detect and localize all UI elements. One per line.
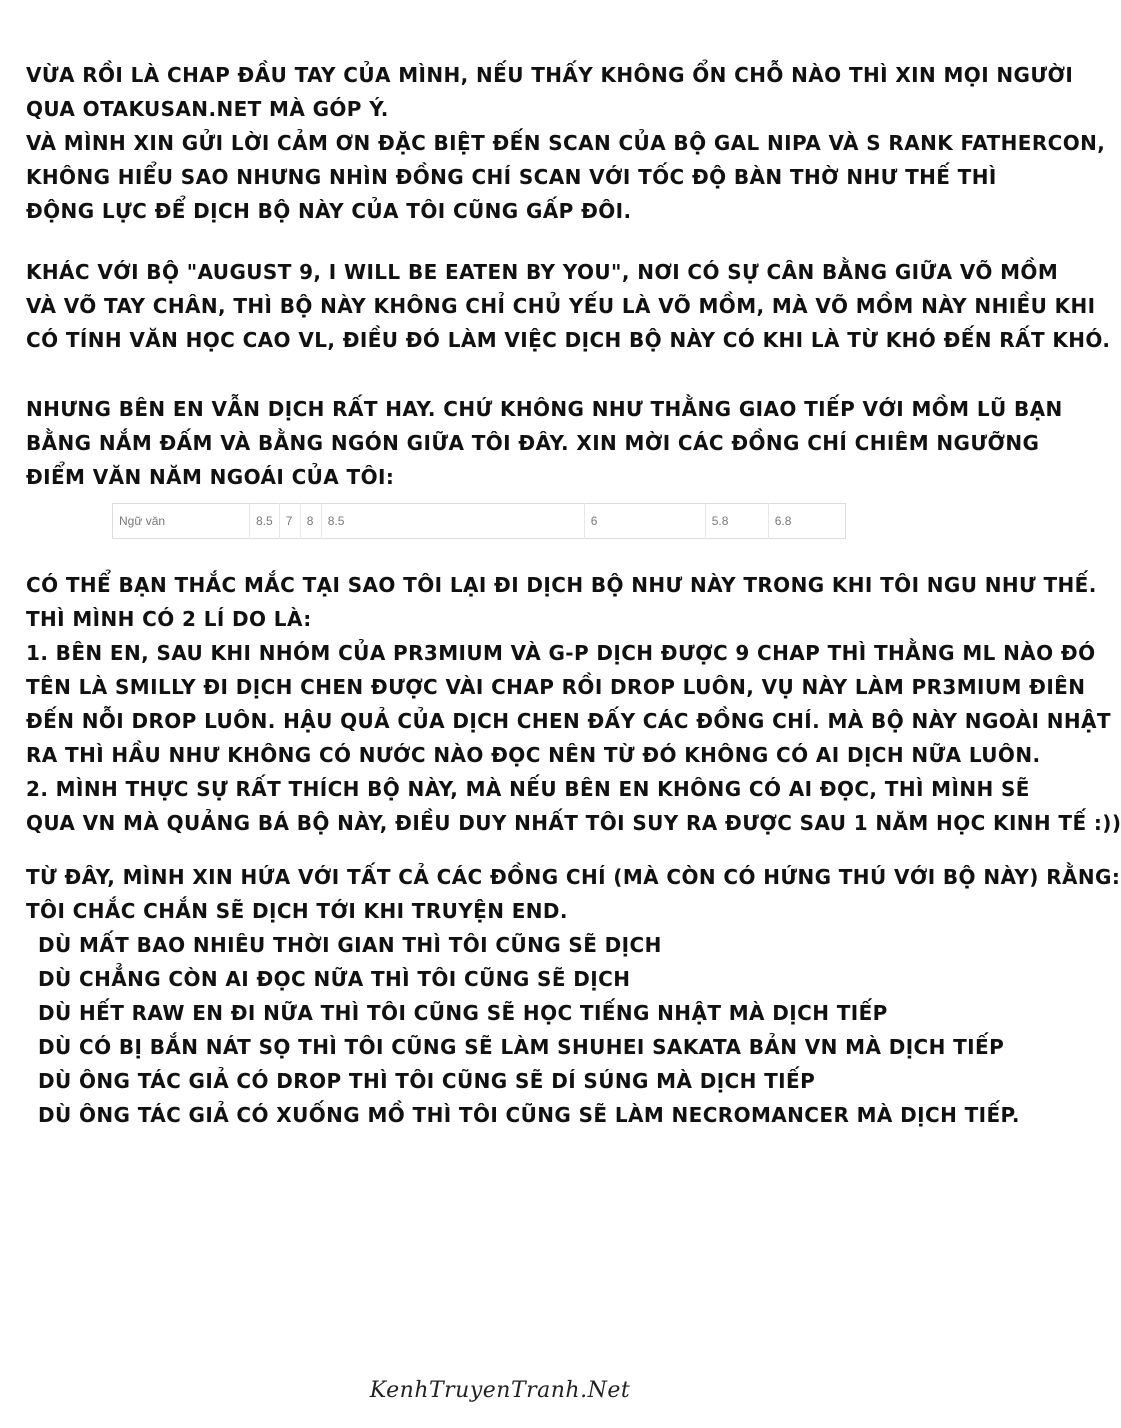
list-item: DÙ CÓ BỊ BẮN NÁT SỌ THÌ TÔI CŨNG SẼ LÀM SHUHEI SAKATA BẢN VN MÀ DỊCH TIẾP xyxy=(38,1035,1005,1059)
text-line: TÔI CHẮC CHẮN SẼ DỊCH TỚI KHI TRUYỆN END. xyxy=(26,899,568,923)
text-line: QUA VN MÀ QUẢNG BÁ BỘ NÀY, ĐIỀU DUY NHẤT TÔI SUY RA ĐƯỢC SAU 1 NĂM HỌC KINH TẾ :)) xyxy=(26,811,1121,835)
list-item: DÙ ÔNG TÁC GIẢ CÓ DROP THÌ TÔI CŨNG SẼ DÍ SÚNG MÀ DỊCH TIẾP xyxy=(38,1069,816,1093)
text-line: VỪA RỒI LÀ CHAP ĐẦU TAY CỦA MÌNH, NẾU THẤY KHÔNG ỔN CHỖ NÀO THÌ XIN MỌI NGƯỜI xyxy=(26,63,1074,87)
list-item: DÙ ÔNG TÁC GIẢ CÓ XUỐNG MỒ THÌ TÔI CŨNG SẼ LÀM NECROMANCER MÀ DỊCH TIẾP. xyxy=(38,1103,1020,1127)
text-line: KHÔNG HIỂU SAO NHƯNG NHÌN ĐỒNG CHÍ SCAN VỚI TỐC ĐỘ BÀN THỜ NHƯ THẾ THÌ xyxy=(26,165,997,189)
paragraph-scores-intro xyxy=(26,392,1063,494)
text-line: NHƯNG BÊN EN VẪN DỊCH RẤT HAY. CHỨ KHÔNG NHƯ THẰNG GIAO TIẾP VỚI MỒM LŨ BẠN xyxy=(26,397,1063,421)
text-line: 1. BÊN EN, SAU KHI NHÓM CỦA PR3MIUM VÀ G-P DỊCH ĐƯỢC 9 CHAP THÌ THẰNG ML NÀO ĐÓ xyxy=(26,641,1096,665)
list-item: DÙ CHẲNG CÒN AI ĐỌC NỮA THÌ TÔI CŨNG SẼ DỊCH xyxy=(38,967,631,991)
paragraph-intro xyxy=(26,58,1106,228)
table-cell: 6.8 xyxy=(774,514,792,528)
table-cell: 7 xyxy=(279,504,300,539)
table-cell: 6 xyxy=(584,504,705,539)
watermark: KenhTruyenTranh.Net xyxy=(369,1378,631,1403)
list-item: DÙ MẤT BAO NHIÊU THỜI GIAN THÌ TÔI CŨNG SẼ DỊCH xyxy=(38,933,662,957)
text-line: KHÁC VỚI BỘ "AUGUST 9, I WILL BE EATEN BY YOU", NƠI CÓ SỰ CÂN BẰNG GIỮA VÕ MỒM xyxy=(26,260,1059,284)
paragraph-reasons xyxy=(26,568,1121,840)
table-row xyxy=(113,504,846,539)
text-line: TỪ ĐÂY, MÌNH XIN HỨA VỚI TẤT CẢ CÁC ĐỒNG CHÍ (MÀ CÒN CÓ HỨNG THÚ VỚI BỘ NÀY) RẰNG: xyxy=(26,865,1121,889)
paragraph-comparison xyxy=(26,255,1111,357)
table-cell: 8.5 xyxy=(321,504,584,539)
text-line: ĐỘNG LỰC ĐỂ DỊCH BỘ NÀY CỦA TÔI CŨNG GẤP ĐÔI. xyxy=(26,199,632,223)
text-line: THÌ MÌNH CÓ 2 LÍ DO LÀ: xyxy=(26,607,312,631)
text-line: VÀ MÌNH XIN GỬI LỜI CẢM ƠN ĐẶC BIỆT ĐẾN SCAN CỦA BỘ GAL NIPA VÀ S RANK FATHERCON, xyxy=(26,131,1106,155)
text-line: CÓ THỂ BẠN THẮC MẮC TẠI SAO TÔI LẠI ĐI DỊCH BỘ NHƯ NÀY TRONG KHI TÔI NGU NHƯ THẾ. xyxy=(26,573,1097,597)
text-line: TÊN LÀ SMILLY ĐI DỊCH CHEN ĐƯỢC VÀI CHAP RỒI DROP LUÔN, VỤ NÀY LÀM PR3MIUM ĐIÊN xyxy=(26,675,1086,699)
text-line: QUA OTAKUSAN.NET MÀ GÓP Ý. xyxy=(26,97,389,121)
paragraph-vows xyxy=(26,928,1020,1132)
text-line: ĐẾN NỖI DROP LUÔN. HẬU QUẢ CỦA DỊCH CHEN ĐẤY CÁC ĐỒNG CHÍ. MÀ BỘ NÀY NGOÀI NHẬT xyxy=(26,709,1111,733)
text-line: 2. MÌNH THỰC SỰ RẤT THÍCH BỘ NÀY, MÀ NẾU BÊN EN KHÔNG CÓ AI ĐỌC, THÌ MÌNH SẼ xyxy=(26,777,1030,801)
list-item: DÙ HẾT RAW EN ĐI NỮA THÌ TÔI CŨNG SẼ HỌC TIẾNG NHẬT MÀ DỊCH TIẾP xyxy=(38,1001,888,1025)
paragraph-promise xyxy=(26,860,1121,928)
table-cell: 5.8 xyxy=(705,504,768,539)
text-line: RA THÌ HẦU NHƯ KHÔNG CÓ NƯỚC NÀO ĐỌC NÊN TỪ ĐÓ KHÔNG CÓ AI DỊCH NỮA LUÔN. xyxy=(26,743,1041,767)
table-cell-subject: Ngữ văn xyxy=(113,504,250,539)
score-table xyxy=(112,503,846,539)
text-line: CÓ TÍNH VĂN HỌC CAO VL, ĐIỀU ĐÓ LÀM VIỆC DỊCH BỘ NÀY CÓ KHI LÀ TỪ KHÓ ĐẾN RẤT KHÓ. xyxy=(26,328,1111,352)
text-line: BẰNG NẮM ĐẤM VÀ BẰNG NGÓN GIỮA TÔI ĐÂY. XIN MỜI CÁC ĐỒNG CHÍ CHIÊM NGƯỠNG xyxy=(26,431,1040,455)
text-line: ĐIỂM VĂN NĂM NGOÁI CỦA TÔI: xyxy=(26,465,395,489)
table-cell: 8.5 xyxy=(250,504,280,539)
table-cell: 8 xyxy=(300,504,321,539)
text-line: VÀ VÕ TAY CHÂN, THÌ BỘ NÀY KHÔNG CHỈ CHỦ YẾU LÀ VÕ MỒM, MÀ VÕ MỒM NÀY NHIỀU KHI xyxy=(26,294,1096,318)
